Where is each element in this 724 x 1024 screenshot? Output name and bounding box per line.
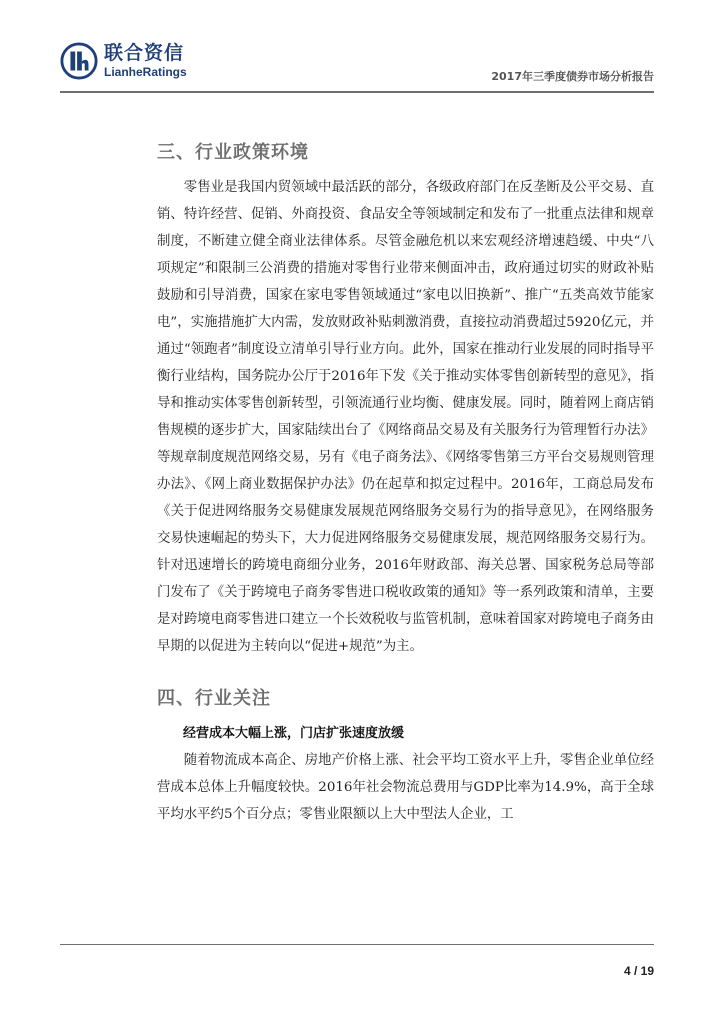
section-title-policy: 三、行业政策环境 [157, 142, 309, 163]
page-number: 4 / 19 [623, 964, 654, 978]
concerns-paragraph: 随着物流成本高企、房地产价格上涨、社会平均工资水平上升，零售企业单位经营成本总体上升幅度较快。2016年社会物流总费用与GDP比率为14.9%，高于全球平均水平约5个百分点；零售业限额以上大中型法人企业，工 [157, 753, 654, 822]
page-body [157, 138, 654, 828]
report-title: 2017年三季度债券市场分析报告 [491, 70, 654, 83]
logo-chinese-name: 联合资信 [104, 42, 185, 64]
page-header [60, 42, 654, 90]
footer-divider [60, 944, 654, 945]
section-title-concerns: 四、行业关注 [157, 688, 271, 709]
company-logo [60, 42, 187, 80]
policy-paragraph: 零售业是我国内贸领域中最活跃的部分，各级政府部门在反垄断及公平交易、直销、特许经营、促销、外商投资、食品安全等领域制定和发布了一批重点法律和规章制度，不断建立健全商业法律体系。尽管金融危机以来宏观经济增速趋缓、中央“八项规定”和限制三公消费的措施对零售行业带来侧面冲击，政府通过切实的财政补贴鼓励和引导消费，国家在家电零售领域通过“家电以旧换新”、推广“五类高效节能家电”，实施措施扩大内需，发放财政补贴刺激消费，直接拉动消费超过5920亿元，并通过“领跑者”制度设立清单引导行业方向。此外，国家在推动行业发展的同时指导平衡行业结构，国务院办公厅于2016年下发《关于推动实体零售创新转型的意见》，指导和推动实体零售创新转型，引领流通行业均衡、健康发展。同时，随着网上商店销售规模的逐步扩大，国家陆续出台了《网络商品交易及有关服务行为管理暂行办法》等规章制度规范网络交易，另有《电子商务法》、《网络零售第三方平台交易规则管理办法》、《网上商业数据保护办法》仍在起草和拟定过程中。2016年，工商总局发布《关于促进网络服务交易健康发展规范网络服务交易行为的指导意见》，在网络服务交易快速崛起的势头下，大力促进网络服务交易健康发展，规范网络服务交易行为。针对迅速增长的跨境电商细分业务，2016年财政部、海关总署、国家税务总局等部门发布了《关于跨境电子商务零售进口税收政策的通知》等一系列政策和清单，主要是对跨境电商零售进口建立一个长效税收与监管机制，意味着国家对跨境电子商务由早期的以促进为主转向以“促进+规范”为主。 [157, 180, 654, 654]
concerns-subheading: 经营成本大幅上涨，门店扩张速度放缓 [183, 726, 405, 741]
lianhe-logo-icon [60, 42, 98, 80]
header-divider [60, 91, 654, 93]
logo-english-name: LianheRatings [104, 65, 187, 79]
